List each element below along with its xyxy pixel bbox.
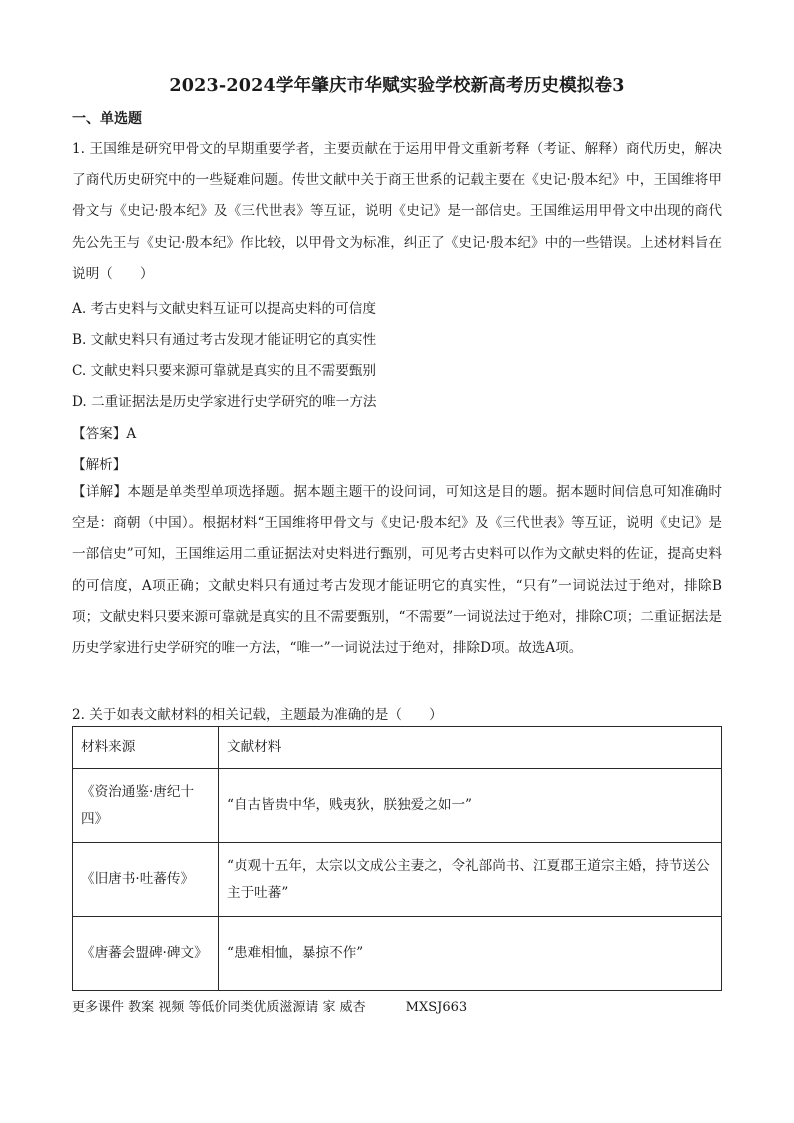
question-1-option-d: D. 二重证据法是历史学家进行史学研究的唯一方法 [72, 394, 377, 410]
table-header-source: 材料来源 [73, 727, 219, 769]
table-row [73, 917, 722, 991]
table-header-row [73, 727, 722, 769]
source-table [72, 726, 722, 991]
analysis-label: 【解析】 [72, 457, 127, 473]
table-cell-source: 《唐蕃会盟碑·碑文》 [73, 917, 219, 991]
question-2-stem: 2. 关于如表文献材料的相关记载，主题最为准确的是（ ） [72, 707, 443, 723]
answer-label: 【答案】 [72, 426, 127, 442]
footer [72, 996, 467, 1015]
table-cell-material: “自古皆贵中华，贱夷狄，朕独爱之如一” [219, 769, 722, 843]
answer-line [72, 422, 136, 442]
table-row [73, 769, 722, 843]
table-cell-material: “患难相恤，暴掠不作” [219, 917, 722, 991]
table-row [73, 843, 722, 917]
table-header-material: 文献材料 [219, 727, 722, 769]
footer-text: 更多课件 教案 视频 等低价同类优质滋源请 家 威杏 [72, 1000, 366, 1015]
question-1-stem: 1. 王国维是研究甲骨文的早期重要学者，主要贡献在于运用甲骨文重新考释（考证、解释）商代历史，解决了商代历史研究中的一些疑难问题。传世文献中关于商王世系的记载主要在《史记·殷本纪》中，王国维将甲骨文与《史记·殷本纪》及《三代世表》等互证，说明《史记》是一部信史。王国维运用甲骨文中出现的商代先公先王与《史记·殷本纪》作比较，以甲骨文为标准，纠正了《史记·殷本纪》中的一些错误。上述材料旨在说明（ ） [72, 141, 722, 282]
question-1-option-c: C. 文献史料只要来源可靠就是真实的且不需要甄别 [72, 363, 377, 379]
table-cell-material: “贞观十五年，太宗以文成公主妻之，令礼部尚书、江夏郡王道宗主婚，持节送公主于吐蕃” [219, 843, 722, 917]
question-1-option-a: A. 考古史料与文献史料互证可以提高史料的可信度 [72, 301, 376, 317]
question-1-option-b: B. 文献史料只有通过考古发现才能证明它的真实性 [72, 332, 377, 348]
section-title: 一、单选题 [72, 111, 142, 127]
answer-value: A [126, 426, 137, 442]
table-cell-source: 《资治通鉴·唐纪十四》 [73, 769, 219, 843]
footer-code: MXSJ663 [405, 1000, 468, 1015]
question-1-detail: 【详解】本题是单类型单项选择题。据本题主题干的设问词，可知这是目的题。据本题时间信息可知准确时空是：商朝（中国）。根据材料“王国维将甲骨文与《史记·殷本纪》及《三代世表》等互证，说明《史记》是一部信史”可知，王国维运用二重证据法对史料进行甄别，可见考古史料可以作为文献史料的佐证，提高史料的可信度，A项正确；文献史料只有通过考古发现才能证明它的真实性，“只有”一词说法过于绝对，排除B项；文献史料只要来源可靠就是真实的且不需要甄别，“不需要”一词说法过于绝对，排除C项；二重证据法是历史学家进行史学研究的唯一方法，“唯一”一词说法过于绝对，排除D项。故选A项。 [72, 484, 722, 657]
document-title: 2023-2024学年肇庆市华赋实验学校新高考历史模拟卷3 [169, 76, 625, 96]
table-cell-source: 《旧唐书·吐蕃传》 [73, 843, 219, 917]
